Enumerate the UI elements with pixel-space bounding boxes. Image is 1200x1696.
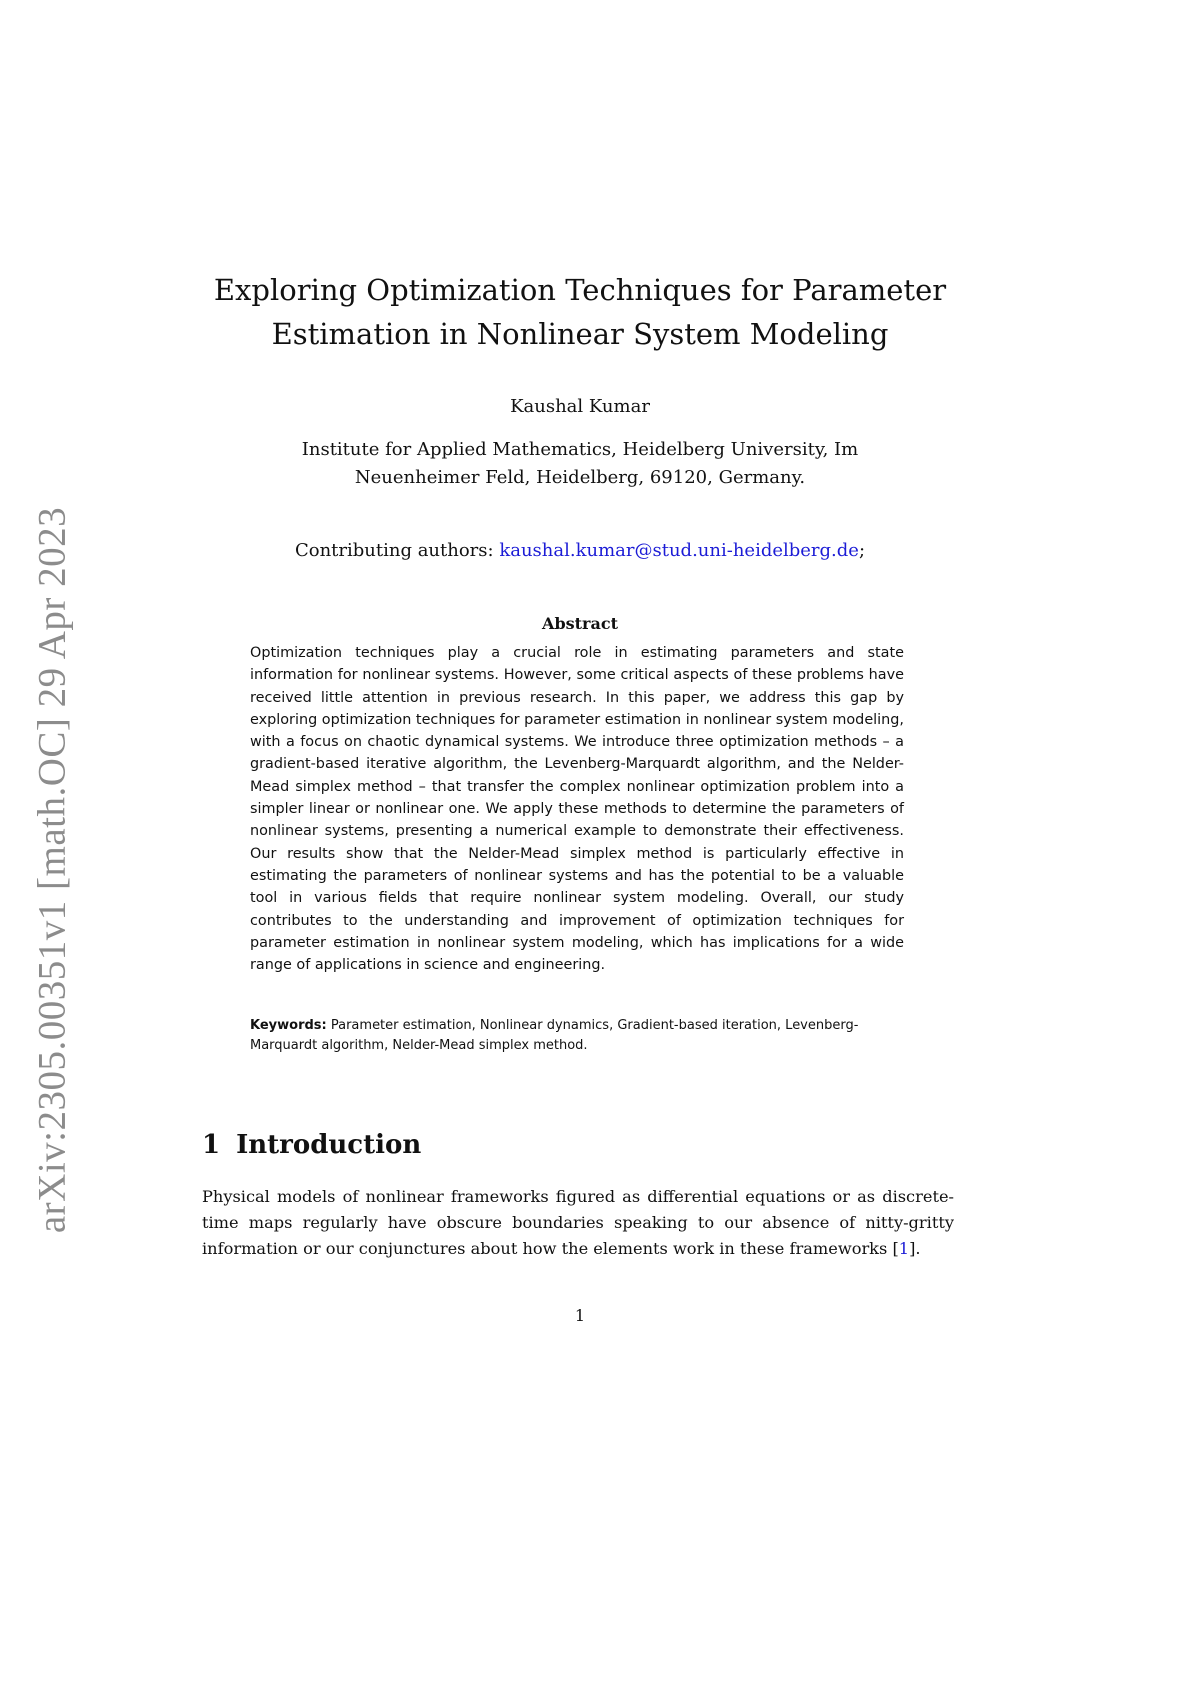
affiliation-line-2: Neuenheimer Feld, Heidelberg, 69120, Germany. — [354, 467, 806, 488]
section-number: 1 — [202, 1130, 221, 1160]
title-line-2: Estimation in Nonlinear System Modeling — [271, 317, 889, 351]
contact-label: Contributing authors: — [294, 540, 500, 561]
intro-text: Physical models of nonlinear frameworks figured as differential equations or as discrete-time maps regularly have obscure boundaries speaking to our absence of nitty-gritty information or our conjunctures about how the elements work in these frameworks — [202, 1187, 954, 1258]
abstract-heading: Abstract — [542, 614, 618, 633]
section-title: Introduction — [236, 1130, 422, 1160]
keywords-text: Parameter estimation, Nonlinear dynamics, Gradient-based iteration, Levenberg-Marquardt algorithm, Nelder-Mead simplex method. — [250, 1018, 859, 1053]
citation-close-bracket: ]. — [909, 1239, 921, 1258]
arxiv-identifier: arXiv:2305.00351v1 [math.OC] 29 Apr 2023 — [30, 506, 74, 1234]
affiliation — [0, 436, 1160, 492]
author-name: Kaushal Kumar — [510, 396, 650, 417]
page-number: 1 — [574, 1306, 586, 1325]
keywords — [250, 1016, 904, 1056]
citation-link[interactable]: 1 — [898, 1239, 910, 1258]
affiliation-line-1: Institute for Applied Mathematics, Heidelberg University, Im — [301, 439, 859, 460]
section-heading-introduction — [202, 1130, 421, 1160]
contact-email-link[interactable]: kaushal.kumar@stud.uni-heidelberg.de — [499, 540, 859, 561]
title-line-1: Exploring Optimization Techniques for Parameter — [213, 273, 947, 307]
keywords-label: Keywords: — [250, 1018, 327, 1033]
citation-open-bracket: [ — [892, 1239, 899, 1258]
contact-suffix: ; — [858, 540, 866, 561]
introduction-paragraph — [202, 1184, 954, 1262]
paper-title — [0, 268, 1160, 356]
abstract-text: Optimization techniques play a crucial role in estimating parameters and state information for nonlinear systems. However, some critical aspects of these problems have received little attention in previous research. In this paper, we address this gap by exploring optimization techniques for parameter estimation in nonlinear system modeling, with a focus on chaotic dynamical systems. We introduce three optimization methods – a gradient-based iterative algorithm, the Levenberg-Marquardt algorithm, and the Nelder-Mead simplex method – that transfer the complex nonlinear optimization problem into a simpler linear or nonlinear one. We apply these methods to determine the parameters of nonlinear systems, presenting a numerical example to demonstrate their effectiveness. Our results show that the Nelder-Mead simplex method is particularly effective in estimating the parameters of nonlinear systems and has the potential to be a valuable tool in various fields that require nonlinear system modeling. Overall, our study contributes to the understanding and improvement of optimization techniques for parameter estimation in nonlinear system modeling, which has implications for a wide range of applications in science and engineering. — [250, 645, 904, 974]
contact-line — [0, 540, 1160, 561]
